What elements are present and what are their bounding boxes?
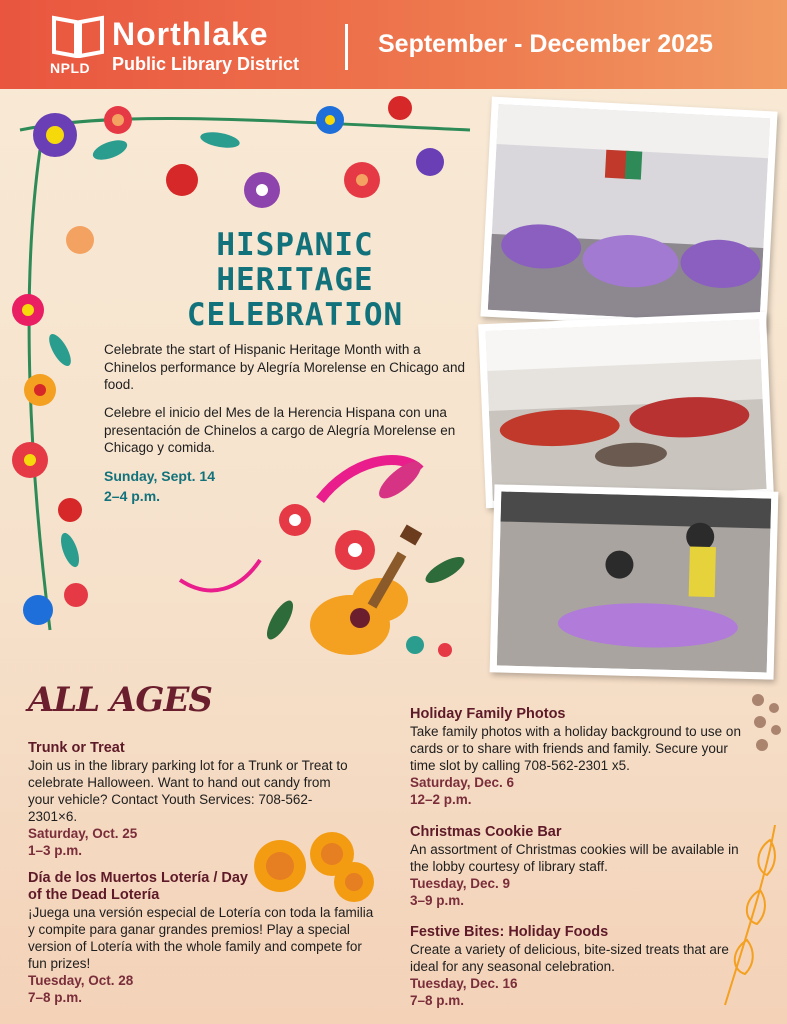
event-body: Take family photos with a holiday background to use on cards or to share with friends and family. Secure your time slot by calling 708-562-2301 x5.: [410, 724, 741, 773]
event-title: Holiday Family Photos: [410, 706, 566, 722]
event-time: 7–8 p.m.: [410, 993, 465, 1008]
dance-photo-1: [480, 97, 777, 332]
season-dates: September - December 2025: [378, 30, 713, 58]
event-date: Saturday, Dec. 6: [410, 775, 515, 790]
library-name: Northlake: [112, 16, 269, 52]
children-photo: [497, 491, 771, 672]
event-item: [410, 706, 755, 808]
marigold-flowers-art: [250, 826, 380, 906]
leaf-outline-art: [715, 820, 785, 1010]
event-date: Tuesday, Oct. 28: [28, 973, 134, 988]
title-line: HERITAGE: [216, 262, 374, 298]
dance-photo-2: [478, 312, 774, 508]
dancers-photo: [488, 104, 770, 324]
event-item: [410, 924, 755, 1009]
event-time: 3–9 p.m.: [410, 893, 465, 908]
title-line: HISPANIC: [216, 227, 374, 263]
guitar-floral-art: [170, 440, 480, 680]
pinata-candy-photo: [490, 484, 779, 679]
library-subtitle: Public Library District: [112, 54, 300, 74]
header-banner: [0, 0, 787, 89]
event-title: Christmas Cookie Bar: [410, 824, 562, 840]
section-heading: ALL AGES: [28, 680, 212, 720]
feature-time: 2–4 p.m.: [104, 488, 161, 504]
event-date: Tuesday, Dec. 9: [410, 876, 511, 891]
event-date: Tuesday, Dec. 16: [410, 976, 518, 991]
feature-date: Sunday, Sept. 14: [104, 468, 215, 484]
feature-title: [150, 228, 440, 333]
event-time: 7–8 p.m.: [28, 990, 83, 1005]
event-body: ¡Juega una versión especial de Lotería con toda la familia y compite para ganar grandes premios! Play a special version of Lotería with the whole family and compete for fun prizes!: [28, 905, 374, 971]
performers-photo: [485, 319, 766, 501]
event-body: An assortment of Christmas cookies will be available in the lobby courtesy of library staff.: [410, 842, 739, 874]
event-title: Festive Bites: Holiday Foods: [410, 924, 609, 940]
decorative-dots: [748, 690, 784, 760]
event-time: 12–2 p.m.: [410, 792, 472, 807]
feature-description-spanish: Celebre el inicio del Mes de la Herencia Hispana con una presentación de Chinelos a cargo de Alegría Morelense en Chicago y comida.: [104, 405, 456, 455]
header-divider: [345, 24, 348, 70]
title-line: CELEBRATION: [186, 297, 404, 333]
feature-description-english: Celebrate the start of Hispanic Heritage Month with a Chinelos performance by Alegría Morelense en Chicago and food.: [104, 342, 465, 392]
open-book-icon: [50, 14, 106, 58]
event-item: [410, 824, 755, 909]
event-title: Día de los Muertos Lotería / Day of the Dead Lotería: [28, 870, 248, 903]
event-body: Create a variety of delicious, bite-sized treats that are ideal for any seasonal celebration.: [410, 942, 729, 974]
logo-abbreviation: NPLD: [50, 60, 91, 76]
event-title: Trunk or Treat: [28, 740, 125, 756]
event-body: Join us in the library parking lot for a Trunk or Treat to celebrate Halloween. Want to hand out candy from your vehicle? Contact Youth Services: 708-562-2301×6.: [28, 758, 348, 824]
event-time: 1–3 p.m.: [28, 843, 83, 858]
event-date: Saturday, Oct. 25: [28, 826, 138, 841]
